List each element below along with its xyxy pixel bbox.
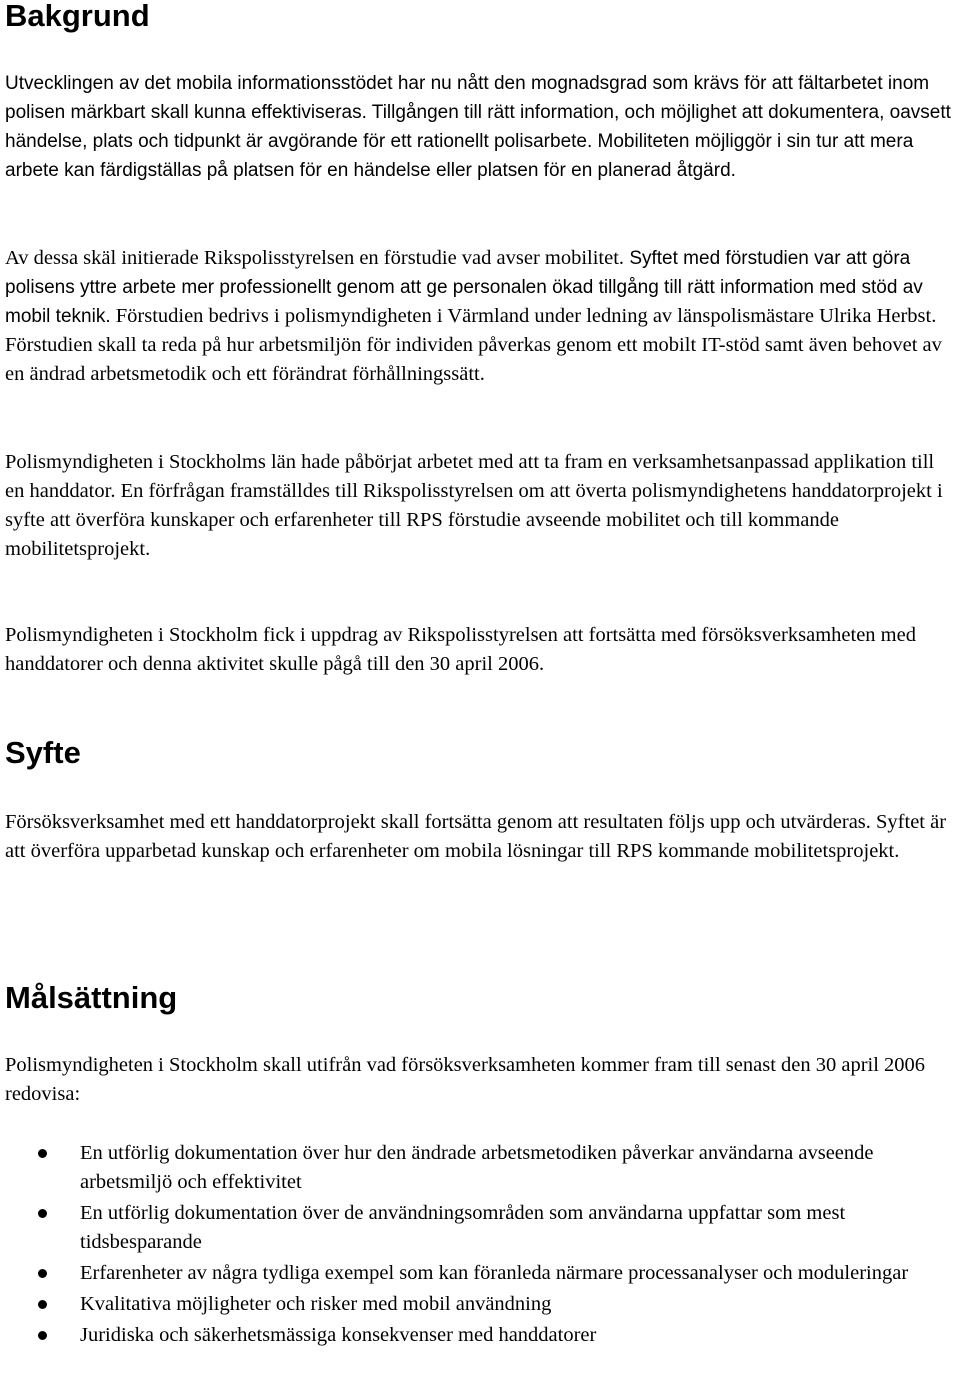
list-item [5, 1259, 955, 1288]
paragraph-bakgrund-2-run-1: Av dessa skäl initierade Rikspolisstyrelsen en förstudie vad avser mobilitet. [5, 247, 625, 269]
paragraph-malsattning-intro: Polismyndigheten i Stockholm skall utifrån vad försöksverksamheten kommer fram till senast den 30 april 2006 redovisa: [5, 1054, 926, 1105]
heading-malsattning: Målsättning [5, 980, 178, 1015]
list-item [5, 1139, 955, 1197]
list-item [5, 1290, 955, 1319]
paragraph-syfte: Försöksverksamhet med ett handdatorprojekt skall fortsätta genom att resultaten följs upp och utvärderas. Syftet är att överföra upparbetad kunskap och erfarenheter om mobila lösningar till RPS kommande mobilitetsprojekt. [5, 811, 947, 862]
paragraph-bakgrund-2-run-3: Förstudien bedrivs i polismyndigheten i Värmland under ledning av länspolismästare Ulrika Herbst. [110, 305, 937, 327]
bullet-icon [38, 1331, 47, 1340]
list-item-text: Kvalitativa möjligheter och risker med mobil användning [80, 1293, 552, 1315]
bullet-icon [38, 1209, 47, 1218]
paragraph-bakgrund-2 [5, 244, 955, 389]
list-item [5, 1321, 955, 1350]
list-item [5, 1199, 955, 1257]
paragraph-bakgrund-2-run-4: Förstudien skall ta reda på hur arbetsmiljön för individen påverkas genom ett mobilt IT-stöd samt även behovet av en ändrad arbetsmetodik och ett förändrat förhållningssätt. [5, 334, 942, 385]
bullet-icon [38, 1269, 47, 1278]
goal-list [5, 1139, 955, 1352]
heading-bakgrund: Bakgrund [5, 0, 150, 33]
list-item-text: En utförlig dokumentation över de användningsområden som användarna uppfattar som mest tidsbesparande [80, 1202, 846, 1253]
heading-syfte: Syfte [5, 735, 81, 770]
paragraph-bakgrund-4: Polismyndigheten i Stockholm fick i uppdrag av Rikspolisstyrelsen att fortsätta med försöksverksamheten med handdatorer och denna aktivitet skulle pågå till den 30 april 2006. [5, 624, 916, 675]
paragraph-bakgrund-3: Polismyndigheten i Stockholms län hade påbörjat arbetet med att ta fram en verksamhetsanpassad applikation till en handdator. En förfrågan framställdes till Rikspolisstyrelsen om att överta polismyndighetens handdatorprojekt i syfte att överföra kunskaper och erfarenheter till RPS förstudie avseende mobilitet och till kommande mobilitetsprojekt. [5, 451, 943, 560]
list-item-text: En utförlig dokumentation över hur den ändrade arbetsmetodiken påverkar användarna avseende arbetsmiljö och effektivitet [80, 1142, 874, 1193]
paragraph-bakgrund-2-run-2: Syftet med förstudien var att göra polisens yttre arbete mer professionellt genom att ge personalen ökad tillgång till rätt information med stöd av mobil teknik. [5, 248, 923, 327]
list-item-text: Erfarenheter av några tydliga exempel som kan föranleda närmare processanalyser och moduleringar [80, 1262, 909, 1284]
paragraph-bakgrund-1: Utvecklingen av det mobila informationsstödet har nu nått den mognadsgrad som krävs för att fältarbetet inom polisen märkbart skall kunna effektiviseras. Tillgången till rätt information, och möjlighet att dokumentera, oavsett händelse, plats och tidpunkt är avgörande för ett rationellt polisarbete. Mobiliteten möjliggör i sin tur att mera arbete kan färdigställas på platsen för en händelse eller platsen för en planerad åtgärd. [5, 73, 951, 181]
bullet-icon [38, 1300, 47, 1309]
bullet-icon [38, 1149, 47, 1158]
list-item-text: Juridiska och säkerhetsmässiga konsekvenser med handdatorer [80, 1324, 597, 1346]
